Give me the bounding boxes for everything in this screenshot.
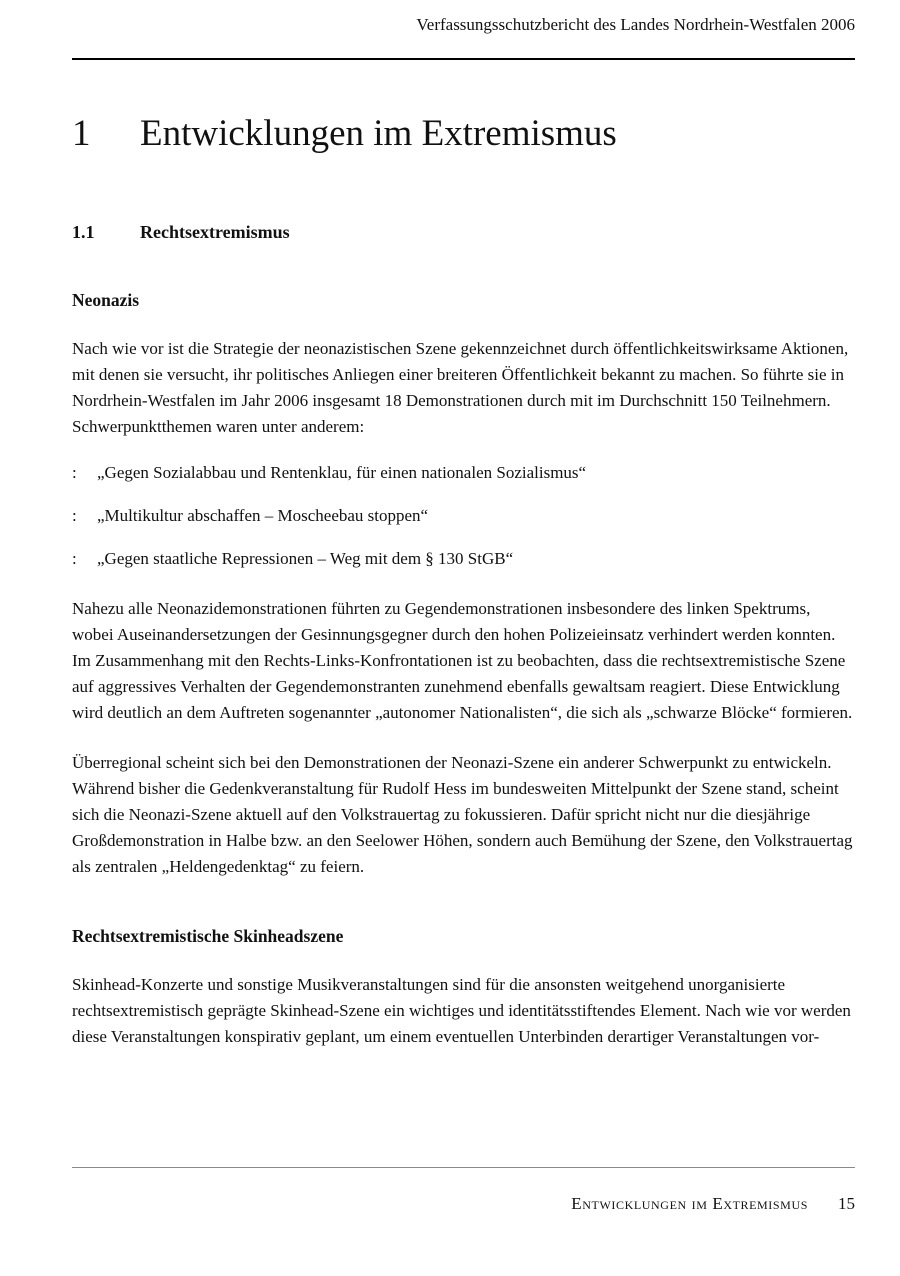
chapter-heading — [72, 112, 855, 156]
footer-rule — [72, 1167, 855, 1168]
footer-page-number: 15 — [838, 1194, 855, 1213]
list-item-marker: : — [72, 506, 77, 525]
section-heading — [72, 220, 855, 244]
chapter-number: 1 — [72, 113, 91, 154]
list-item-text: „Multikultur abschaffen – Moscheebau stoppen“ — [97, 506, 429, 525]
list-item — [72, 460, 855, 486]
bullet-list — [72, 460, 855, 572]
footer-row — [72, 1194, 855, 1214]
list-item-text: „Gegen staatliche Repressionen – Weg mit dem § 130 StGB“ — [97, 549, 514, 568]
subsection-heading-skinheads: Rechtsextremistische Skinheadszene — [72, 926, 344, 946]
list-item-text: „Gegen Sozialabbau und Rentenklau, für einen nationalen Sozialismus“ — [97, 463, 587, 482]
header-rule — [72, 58, 855, 60]
list-item — [72, 503, 855, 529]
page-content — [72, 0, 855, 1067]
subsection-heading-neonazis: Neonazis — [72, 290, 140, 310]
section-number: 1.1 — [72, 222, 95, 242]
running-header-title: Verfassungsschutzbericht des Landes Nordrhein-Westfalen 2006 — [416, 15, 855, 34]
page-footer — [72, 1167, 855, 1214]
footer-section-label: Entwicklungen im Extremismus — [571, 1194, 808, 1213]
paragraph-strategy: Nach wie vor ist die Strategie der neonazistischen Szene gekennzeichnet durch öffentlichkeitswirksame Aktionen, mit denen sie versucht, ihr politisches Anliegen einer breiteren Öffentlichkeit bekannt zu machen. So führte sie in Nordrhein-Westfalen im Jahr 2006 insgesamt 18 Demonstrationen durch mit im Durchschnitt 150 Teilnehmern. Schwerpunktthemen waren unter anderem: — [72, 339, 849, 436]
list-item-marker: : — [72, 463, 77, 482]
paragraph-skinhead-concerts: Skinhead-Konzerte und sonstige Musikveranstaltungen sind für die ansonsten weitgehend unorganisierte rechtsextremistisch geprägte Skinhead-Szene ein wichtiges und identitätsstiftendes Element. Nach wie vor werden diese Veranstaltungen konspirativ geplant, um einem eventuellen Unterbinden derartiger Veranstaltungen vor- — [72, 975, 851, 1046]
paragraph-counter-demonstrations: Nahezu alle Neonazidemonstrationen führten zu Gegendemonstrationen insbesondere des linken Spektrums, wobei Auseinandersetzungen der Gesinnungsgegner durch den hohen Polizeieinsatz verhindert werden konnten. Im Zusammenhang mit den Rechts-Links-Konfrontationen ist zu beobachten, dass die rechtsextremistische Szene auf aggressives Verhalten der Gegendemonstranten zunehmend ebenfalls gewaltsam reagiert. Diese Entwicklung wird deutlich an dem Auftreten sogenannter „autonomer Nationalisten“, die sich als „schwarze Blöcke“ formieren. — [72, 599, 853, 722]
list-item-marker: : — [72, 549, 77, 568]
chapter-title: Entwicklungen im Extremismus — [140, 113, 617, 154]
paragraph-volkstrauertag: Überregional scheint sich bei den Demonstrationen der Neonazi-Szene ein anderer Schwerpunkt zu entwickeln. Während bisher die Gedenkveranstaltung für Rudolf Hess im bundesweiten Mittelpunkt der Szene stand, scheint sich die Neonazi-Szene aktuell auf den Volkstrauertag zu fokussieren. Dafür spricht nicht nur die diesjährige Großdemonstration in Halbe bzw. an den Seelower Höhen, sondern auch Bemühung der Szene, den Volkstrauertag als zentralen „Heldengedenktag“ zu feiern. — [72, 753, 853, 876]
section-title: Rechtsextremismus — [140, 222, 290, 242]
list-item — [72, 546, 855, 572]
